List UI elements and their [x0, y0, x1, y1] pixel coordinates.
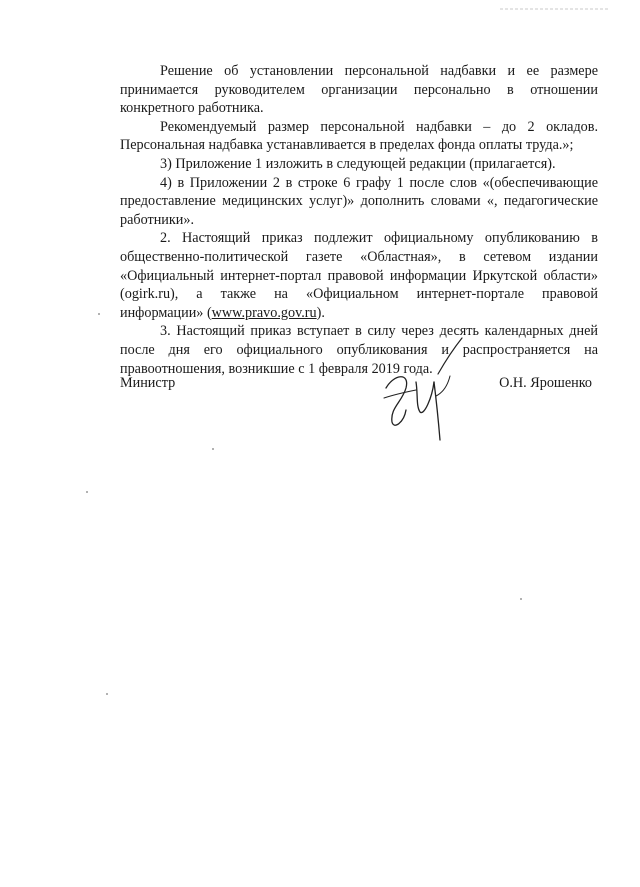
scan-artifact — [500, 6, 610, 12]
publication-text: 2. Настоящий приказ подлежит официальному опубликованию в общественно-политической газете «Областная», в сетевом издании «Официальный интернет-портал правовой информации Иркутской области» (ogirk.ru), а также на «Официальном интернет-портале правовой информации» ( — [120, 230, 598, 321]
paragraph-recommended-size: Рекомендуемый размер персональной надбавки – до 2 окладов. Персональная надбавка устанавливается в пределах фонда оплаты труда.»; — [120, 118, 598, 154]
scan-speck — [98, 313, 100, 315]
scan-speck — [106, 693, 108, 695]
paragraph-appendix-2: 4) в Приложении 2 в строке 6 графу 1 после слов «(обеспечивающие предоставление медицинских услуг)» дополнить словами «, педагогические работники». — [120, 174, 598, 228]
paragraph-publication — [120, 229, 598, 322]
document-body — [120, 62, 598, 378]
paragraph-appendix-1: 3) Приложение 1 изложить в следующей редакции (прилагается). — [160, 155, 556, 172]
pravo-link[interactable]: www.pravo.gov.ru — [211, 304, 317, 321]
paragraph-decision: Решение об установлении персональной надбавки и ее размере принимается руководителем организации персонально в отношении конкретного работника. — [120, 63, 598, 117]
scan-speck — [212, 448, 214, 450]
paragraph-effective-date: 3. Настоящий приказ вступает в силу через десять календарных дней после дня его официального опубликования и распространяется на правоотношения, возникшие с 1 февраля 2019 года. — [120, 323, 598, 377]
handwritten-signature — [376, 336, 476, 456]
scan-speck — [86, 491, 88, 493]
signatory-title: Министр — [120, 375, 176, 391]
publication-suffix: ). — [316, 304, 325, 321]
scan-speck — [520, 598, 522, 600]
signatory-name: О.Н. Ярошенко — [499, 375, 592, 391]
